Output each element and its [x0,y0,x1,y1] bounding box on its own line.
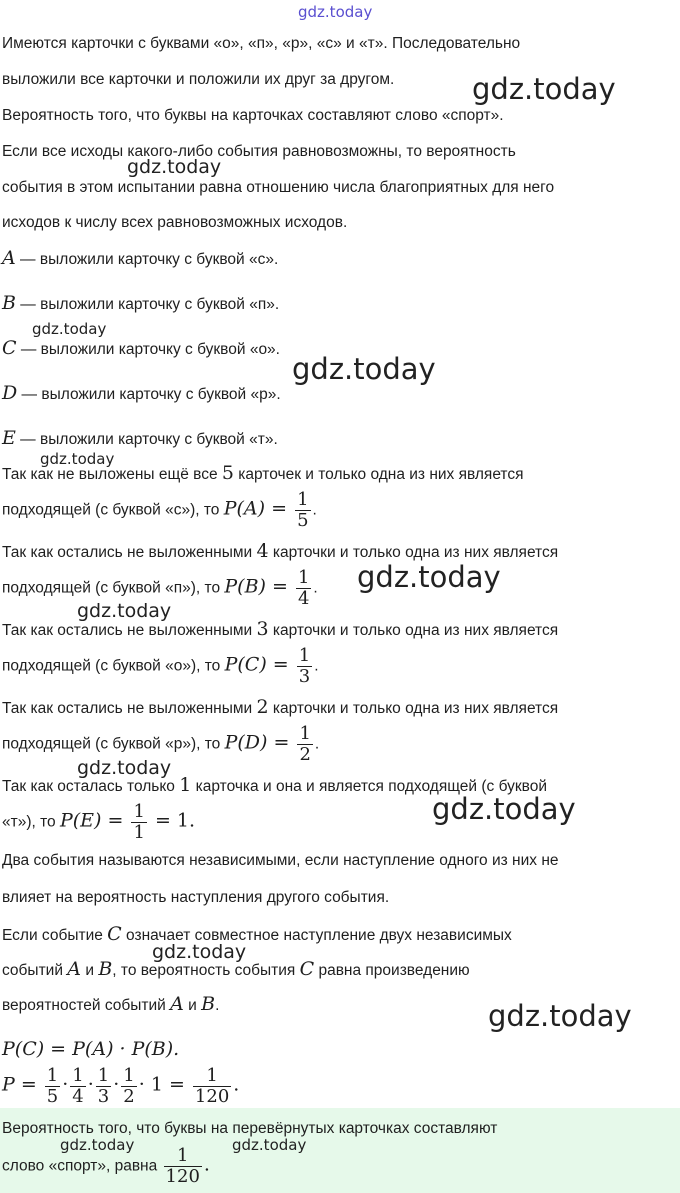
watermark: gdz.today [432,792,576,826]
watermark: gdz.today [77,757,172,779]
answer-line-2: слово «спорт», равна $\frac{1}{120}$ . [2,1145,210,1187]
problem-line-2: выложили все карточки и положили их друг за другом. [2,71,395,88]
watermark: gdz.today [32,320,107,338]
event-b: B — выложили карточку с буквой «п». [2,292,280,314]
watermark-top: gdz.today [298,3,373,21]
step-b-line-1: Так как остались не выложенными 4 карточки и только одна из них является [2,540,559,562]
independence-line-5: вероятностей событий A и B. [2,993,220,1015]
independence-line-2: влияет на вероятность наступления другого события. [2,889,390,906]
event-a: A — выложили карточку с буквой «с». [2,247,279,269]
watermark: gdz.today [60,1136,135,1154]
event-e: E — выложили карточку с буквой «т». [2,427,278,449]
watermark: gdz.today [488,999,632,1033]
watermark: gdz.today [232,1136,307,1154]
definition-line-2: события в этом испытании равна отношению числа благоприятных для него [2,179,555,196]
step-a-line-2: подходящей (с буквой «с»), то P(A) = $\frac{1}{5}$ . [2,489,317,531]
step-e-line-1: Так как осталась только 1 карточка и она и является подходящей (с буквой [2,774,548,796]
probability-calculation: P = $\frac{1}{5}$ · $\frac{1}{4}$ · $\frac{1}{3}$ · $\frac{1}{2}$ · 1 = $\frac{1}{120}$ . [2,1065,240,1107]
definition-line-1: Если все исходы какого-либо события равновозможны, то вероятность [2,143,516,160]
step-b-line-2: подходящей (с буквой «п»), то P(B) = $\frac{1}{4}$ . [2,567,318,609]
step-c-line-2: подходящей (с буквой «о»), то P(C) = $\frac{1}{3}$ . [2,645,319,687]
definition-line-3: исходов к числу всех равновозможных исходов. [2,214,348,231]
independence-line-1: Два события называются независимыми, если наступление одного из них не [2,852,559,869]
watermark: gdz.today [472,72,616,106]
watermark: gdz.today [292,352,436,386]
independence-line-4: событий A и B, то вероятность события C равна произведению [2,958,470,980]
independence-line-3: Если событие C означает совместное наступление двух независимых [2,923,512,945]
step-c-line-1: Так как остались не выложенными 3 карточки и только одна из них является [2,618,559,640]
product-rule-formula: P(C) = P(A) · P(B). [2,1038,180,1060]
problem-line-1: Имеются карточки с буквами «о», «п», «р», «с» и «т». Последовательно [2,35,521,52]
watermark: gdz.today [152,941,247,963]
step-a-line-1: Так как не выложены ещё все 5 карточек и только одна из них является [2,462,524,484]
step-d-line-2: подходящей (с буквой «р»), то P(D) = $\frac{1}{2}$ . [2,723,320,765]
watermark: gdz.today [77,600,172,622]
problem-line-3: Вероятность того, что буквы на карточках составляют слово «спорт». [2,107,504,124]
event-c: C — выложили карточку с буквой «о». [2,337,280,359]
watermark: gdz.today [357,560,501,594]
watermark: gdz.today [127,156,222,178]
watermark: gdz.today [40,450,115,468]
event-d: D — выложили карточку с буквой «р». [2,382,281,404]
step-e-line-2: «т»), то P(E) = $\frac{1}{1}$ = 1. [2,801,196,843]
step-d-line-1: Так как остались не выложенными 2 карточки и только одна из них является [2,696,559,718]
answer-line-1: Вероятность того, что буквы на перевёрнутых карточках составляют [2,1120,498,1137]
